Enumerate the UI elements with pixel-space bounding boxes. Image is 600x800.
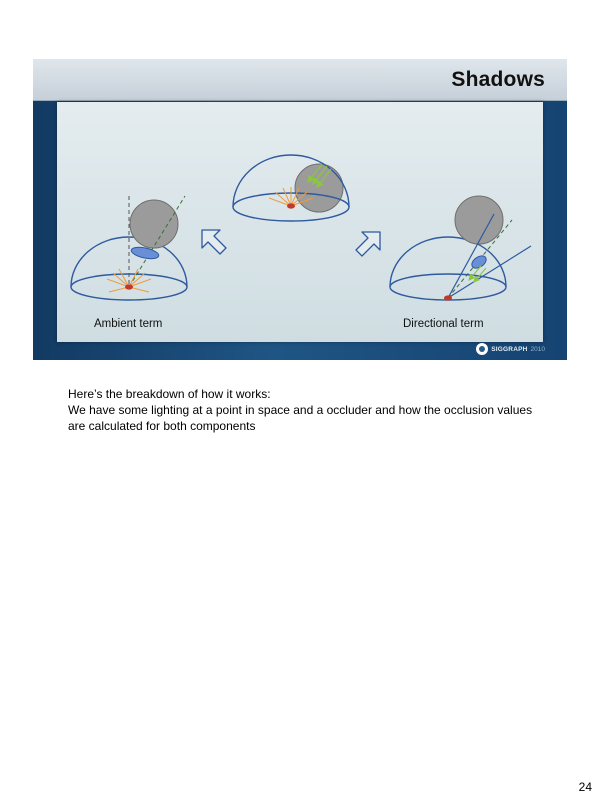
ambient-occluder	[130, 200, 178, 248]
logo-text: SIGGRAPH	[491, 345, 528, 353]
slide	[33, 59, 567, 360]
siggraph-logo-icon	[476, 343, 488, 355]
page-number: 24	[578, 780, 592, 794]
ambient-point	[125, 284, 133, 289]
center-point	[287, 203, 295, 208]
speaker-notes	[68, 386, 538, 434]
slide-header	[33, 59, 567, 101]
directional-hemisphere-dome	[390, 237, 506, 287]
right-arrow	[356, 232, 380, 256]
directional-occluder	[455, 196, 503, 244]
center-diagram	[233, 155, 349, 221]
slide-title: Shadows	[451, 68, 545, 91]
diagram-panel	[57, 102, 543, 342]
notes-line: Here’s the breakdown of how it works:	[68, 387, 271, 401]
center-occluder	[295, 164, 343, 212]
ambient-caption: Ambient term	[94, 318, 163, 330]
shadows-diagram	[57, 102, 543, 342]
left-arrow	[202, 230, 226, 254]
ambient-diagram	[71, 196, 187, 300]
notes-line: We have some lighting at a point in space and a occluder and how the occlusion values are calculated for both components	[68, 403, 533, 433]
directional-point	[444, 295, 452, 300]
directional-diagram	[390, 196, 531, 301]
siggraph-logo	[476, 343, 545, 355]
directional-caption: Directional term	[403, 318, 484, 330]
logo-year: 2010	[530, 345, 545, 353]
directional-cone-edge-bottom	[448, 246, 531, 298]
